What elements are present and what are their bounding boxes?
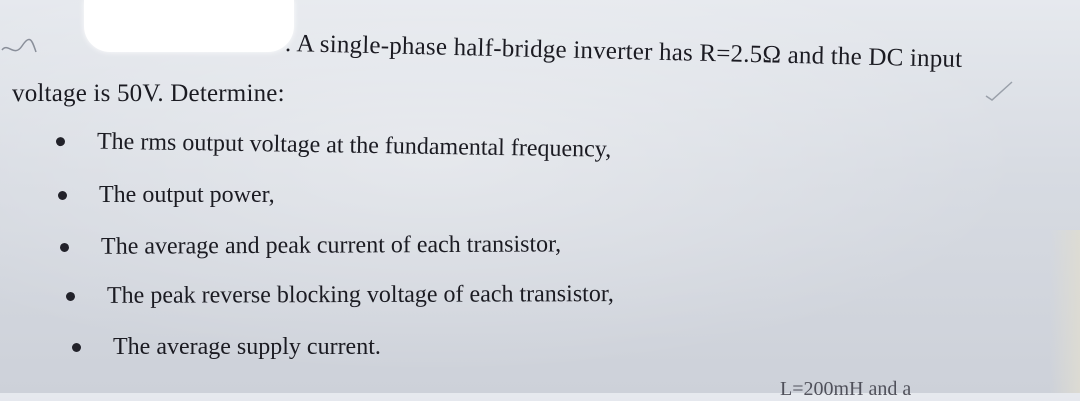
- list-item: [72, 334, 381, 361]
- page-edge: [1050, 230, 1080, 393]
- list-item: [66, 281, 614, 310]
- redaction-blot: [84, 0, 294, 52]
- list-item-text: The rms output voltage at the fundamental frequency,: [96, 128, 612, 163]
- list-item: [58, 182, 275, 209]
- list-item-text: The average and peak current of each transistor,: [100, 231, 562, 260]
- bullet-icon: [60, 243, 69, 252]
- list-item-text: The output power,: [99, 182, 275, 208]
- problem-second-line: voltage is 50V. Determine:: [12, 80, 285, 107]
- bullet-icon: [72, 343, 81, 352]
- bullet-icon: [58, 191, 67, 200]
- check-mark-icon: [984, 80, 1014, 102]
- list-item-text: The average supply current.: [113, 334, 381, 360]
- list-item-text: The peak reverse blocking voltage of each transistor,: [106, 281, 614, 309]
- bullet-icon: [56, 137, 65, 146]
- bullet-icon: [66, 292, 75, 301]
- problem-intro-line: . A single-phase half-bridge inverter has R=2.5Ω and the DC input: [284, 30, 963, 73]
- list-item: [56, 128, 612, 164]
- margin-scribble-icon: [0, 32, 40, 62]
- cut-off-text: L=200mH and a: [780, 378, 912, 400]
- list-item: [60, 231, 561, 261]
